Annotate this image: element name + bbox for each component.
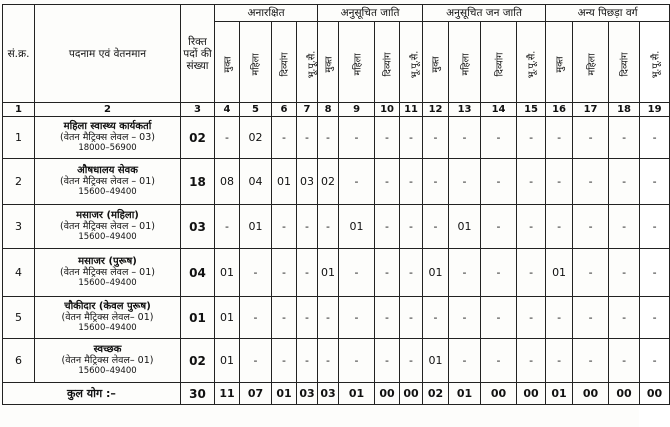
category-cell: - [481, 249, 517, 297]
category-cell: - [272, 297, 297, 339]
table-row [3, 339, 670, 383]
category-cell: - [640, 297, 670, 339]
category-cell: - [546, 159, 573, 205]
table-row [3, 297, 670, 339]
header-post: पदनाम एवं वेतनमान [35, 5, 181, 103]
total-cell: 01 [449, 383, 481, 405]
vacancy-total: 18 [181, 159, 215, 205]
pay-level: (वेतन मैट्रिक्स लेवल – 01) [60, 267, 155, 278]
category-cell: - [318, 297, 339, 339]
header-group-obc: अन्य पिछड़ा वर्ग [546, 5, 670, 22]
post-name: चौकीदार (केवल पुरूष) [64, 301, 151, 312]
category-cell: - [339, 297, 375, 339]
post-cell [35, 249, 181, 297]
pay-level: (वेतन मैट्रिक्स लेवल – 01) [60, 176, 155, 187]
category-cell: 01 [215, 249, 240, 297]
post-name: औषधालय सेवक [77, 165, 138, 176]
column-number: 18 [609, 103, 640, 117]
subheader-cell [375, 22, 400, 103]
category-cell: - [609, 339, 640, 383]
subheader-label: मुक्त [222, 55, 234, 73]
column-number: 4 [215, 103, 240, 117]
category-cell: - [573, 249, 609, 297]
category-cell: - [375, 205, 400, 249]
total-cell: 11 [215, 383, 240, 405]
total-cell: 02 [423, 383, 449, 405]
table-body [3, 117, 670, 405]
subheader-label: दिव्यांग [279, 51, 291, 77]
category-cell: - [517, 297, 546, 339]
category-cell: - [609, 117, 640, 159]
vacancy-total: 03 [181, 205, 215, 249]
category-cell: - [609, 159, 640, 205]
category-cell: 01 [240, 205, 272, 249]
column-number: 13 [449, 103, 481, 117]
category-cell: 01 [272, 159, 297, 205]
post-cell [35, 297, 181, 339]
row-sno: 4 [3, 249, 35, 297]
pay-scale: 15600–49400 [78, 323, 137, 333]
vacancy-total: 01 [181, 297, 215, 339]
header-group-sc: अनुसूचित जाति [318, 5, 423, 22]
total-cell: 01 [339, 383, 375, 405]
category-cell: 01 [215, 339, 240, 383]
pay-level: (वेतन मैट्रिक्स लेवल– 01) [61, 312, 154, 323]
category-cell: - [546, 205, 573, 249]
category-cell: - [640, 339, 670, 383]
header-sno: सं.क्र. [3, 5, 35, 103]
category-cell: - [423, 117, 449, 159]
category-cell: - [517, 339, 546, 383]
category-cell: - [297, 249, 318, 297]
category-cell: - [297, 205, 318, 249]
category-cell: 01 [423, 249, 449, 297]
category-cell: - [375, 117, 400, 159]
category-cell: - [297, 117, 318, 159]
header-group-st: अनुसूचित जन जाति [423, 5, 546, 22]
total-cell: 01 [272, 383, 297, 405]
subheader-cell [517, 22, 546, 103]
post-cell [35, 205, 181, 249]
category-cell: - [297, 339, 318, 383]
row-sno: 5 [3, 297, 35, 339]
subheader-label: महिला [251, 52, 262, 76]
category-cell: - [215, 117, 240, 159]
category-cell: - [640, 249, 670, 297]
category-cell: - [318, 205, 339, 249]
category-cell: - [609, 205, 640, 249]
column-number: 10 [375, 103, 400, 117]
category-cell: - [481, 297, 517, 339]
category-cell: - [423, 205, 449, 249]
category-cell: - [400, 117, 423, 159]
category-cell: 04 [240, 159, 272, 205]
subheader-cell [609, 22, 640, 103]
category-cell: - [481, 339, 517, 383]
column-number: 2 [35, 103, 181, 117]
column-number: 16 [546, 103, 573, 117]
column-number: 11 [400, 103, 423, 117]
total-cell: 01 [546, 383, 573, 405]
category-cell: - [339, 339, 375, 383]
subheader-label: मुक्त [554, 55, 566, 73]
subheader-label: मुक्त [323, 55, 335, 73]
category-cell: - [449, 159, 481, 205]
category-cell: - [375, 339, 400, 383]
row-sno: 1 [3, 117, 35, 159]
post-cell [35, 159, 181, 205]
column-number: 19 [640, 103, 670, 117]
column-number: 17 [573, 103, 609, 117]
category-cell: - [215, 205, 240, 249]
category-cell: 01 [449, 205, 481, 249]
subheader-cell [318, 22, 339, 103]
column-number: 8 [318, 103, 339, 117]
subheader-label: भू.पू.सै. [650, 50, 662, 78]
column-number: 14 [481, 103, 517, 117]
header-vacant: रिक्त पदों की संख्या [181, 5, 215, 103]
category-cell: 02 [318, 159, 339, 205]
total-cell: 00 [609, 383, 640, 405]
category-cell: - [449, 339, 481, 383]
subheader-label: महिला [586, 52, 598, 76]
category-cell: - [481, 205, 517, 249]
subheader-label: मुक्त [431, 55, 443, 73]
total-cell: 00 [375, 383, 400, 405]
subheader-cell [240, 22, 272, 103]
total-cell: 07 [240, 383, 272, 405]
column-number: 9 [339, 103, 375, 117]
column-number: 1 [3, 103, 35, 117]
vacancy-total: 02 [181, 339, 215, 383]
total-cell: 00 [573, 383, 609, 405]
category-cell: - [400, 297, 423, 339]
category-cell: - [297, 297, 318, 339]
category-cell: 01 [546, 249, 573, 297]
subheader-cell [573, 22, 609, 103]
category-cell: - [375, 159, 400, 205]
category-cell: - [318, 117, 339, 159]
header-group-unreserved: अनारक्षित [215, 5, 318, 22]
post-name: मसाजर (पुरूष) [78, 256, 137, 267]
total-cell: 00 [481, 383, 517, 405]
category-cell: - [375, 297, 400, 339]
category-cell: - [640, 205, 670, 249]
category-cell: - [272, 249, 297, 297]
row-sno: 3 [3, 205, 35, 249]
category-cell: 08 [215, 159, 240, 205]
subheader-label: महिला [352, 52, 364, 76]
total-cell: 03 [297, 383, 318, 405]
pay-scale: 18000–56900 [78, 143, 137, 153]
post-name: स्वच्छक [93, 344, 122, 355]
category-cell: - [546, 117, 573, 159]
subheader-cell [339, 22, 375, 103]
category-cell: - [481, 117, 517, 159]
subheader-cell [423, 22, 449, 103]
category-cell: - [573, 339, 609, 383]
category-cell: - [449, 249, 481, 297]
column-number: 15 [517, 103, 546, 117]
subheader-label: महिला [460, 52, 472, 76]
column-number: 6 [272, 103, 297, 117]
row-sno: 2 [3, 159, 35, 205]
category-cell: - [240, 339, 272, 383]
vacancy-total: 04 [181, 249, 215, 297]
pay-level: (वेतन मैट्रिक्स लेवल– 01) [61, 355, 154, 366]
subheader-cell [546, 22, 573, 103]
category-cell: - [339, 159, 375, 205]
category-cell: - [400, 249, 423, 297]
table-row [3, 205, 670, 249]
vacancy-table [2, 4, 670, 405]
vacancy-total: 02 [181, 117, 215, 159]
category-cell: - [400, 205, 423, 249]
column-number: 12 [423, 103, 449, 117]
category-cell: - [240, 297, 272, 339]
total-cell: 00 [517, 383, 546, 405]
category-cell: 03 [297, 159, 318, 205]
category-cell: - [573, 297, 609, 339]
category-cell: - [609, 297, 640, 339]
subheader-cell [215, 22, 240, 103]
pay-scale: 15600–49400 [78, 187, 137, 197]
category-cell: - [517, 249, 546, 297]
category-cell: - [400, 159, 423, 205]
category-cell: - [272, 117, 297, 159]
grand-total: 30 [181, 383, 215, 405]
category-cell: - [573, 159, 609, 205]
post-cell [35, 339, 181, 383]
category-cell: - [240, 249, 272, 297]
subheader-cell [400, 22, 423, 103]
category-cell: - [546, 297, 573, 339]
table-row [3, 249, 670, 297]
pay-level: (वेतन मैट्रिक्स लेवल – 01) [60, 221, 155, 232]
category-cell: - [517, 205, 546, 249]
subheader-label: भू.पू.सै. [409, 50, 421, 78]
category-cell: - [339, 117, 375, 159]
category-cell: - [609, 249, 640, 297]
table-row [3, 117, 670, 159]
total-row [3, 383, 670, 405]
category-cell: - [449, 297, 481, 339]
category-cell: - [573, 117, 609, 159]
subheader-cell [297, 22, 318, 103]
category-cell: - [546, 339, 573, 383]
post-name: महिला स्वास्थ्य कार्यकर्ता [63, 121, 152, 132]
category-cell: - [272, 339, 297, 383]
category-cell: - [318, 339, 339, 383]
column-number: 3 [181, 103, 215, 117]
pay-scale: 15600–49400 [78, 366, 137, 376]
category-cell: - [517, 159, 546, 205]
category-cell: - [573, 205, 609, 249]
category-cell: - [400, 339, 423, 383]
subheader-label: दिव्यांग [382, 51, 394, 77]
column-number: 5 [240, 103, 272, 117]
total-cell: 03 [318, 383, 339, 405]
category-cell: - [640, 117, 670, 159]
column-number-row [3, 103, 670, 117]
pay-level: (वेतन मैट्रिक्स लेवल – 03) [60, 132, 155, 143]
category-cell: - [339, 249, 375, 297]
category-cell: - [481, 159, 517, 205]
category-cell: - [423, 159, 449, 205]
category-cell: - [517, 117, 546, 159]
column-number: 7 [297, 103, 318, 117]
category-cell: - [640, 159, 670, 205]
category-cell: 01 [215, 297, 240, 339]
subheader-cell [449, 22, 481, 103]
category-cell: 02 [240, 117, 272, 159]
subheader-cell [640, 22, 670, 103]
total-label: कुल योग :– [3, 383, 181, 405]
subheader-label: दिव्यांग [494, 51, 506, 77]
subheader-cell [481, 22, 517, 103]
category-cell: - [449, 117, 481, 159]
total-cell: 00 [640, 383, 670, 405]
subheader-cell [272, 22, 297, 103]
post-name: मसाजर (महिला) [76, 210, 139, 221]
subheader-label: भू.पू.सै. [526, 50, 538, 78]
category-cell: - [375, 249, 400, 297]
pay-scale: 15600–49400 [78, 232, 137, 242]
category-cell: 01 [318, 249, 339, 297]
post-cell [35, 117, 181, 159]
total-cell: 00 [400, 383, 423, 405]
subheader-label: भू.पू.सै. [306, 50, 318, 78]
table-row [3, 159, 670, 205]
subheader-label: दिव्यांग [619, 51, 631, 77]
category-cell: - [272, 205, 297, 249]
pay-scale: 15600–49400 [78, 278, 137, 288]
category-cell: - [423, 297, 449, 339]
row-sno: 6 [3, 339, 35, 383]
category-cell: 01 [423, 339, 449, 383]
category-cell: 01 [339, 205, 375, 249]
